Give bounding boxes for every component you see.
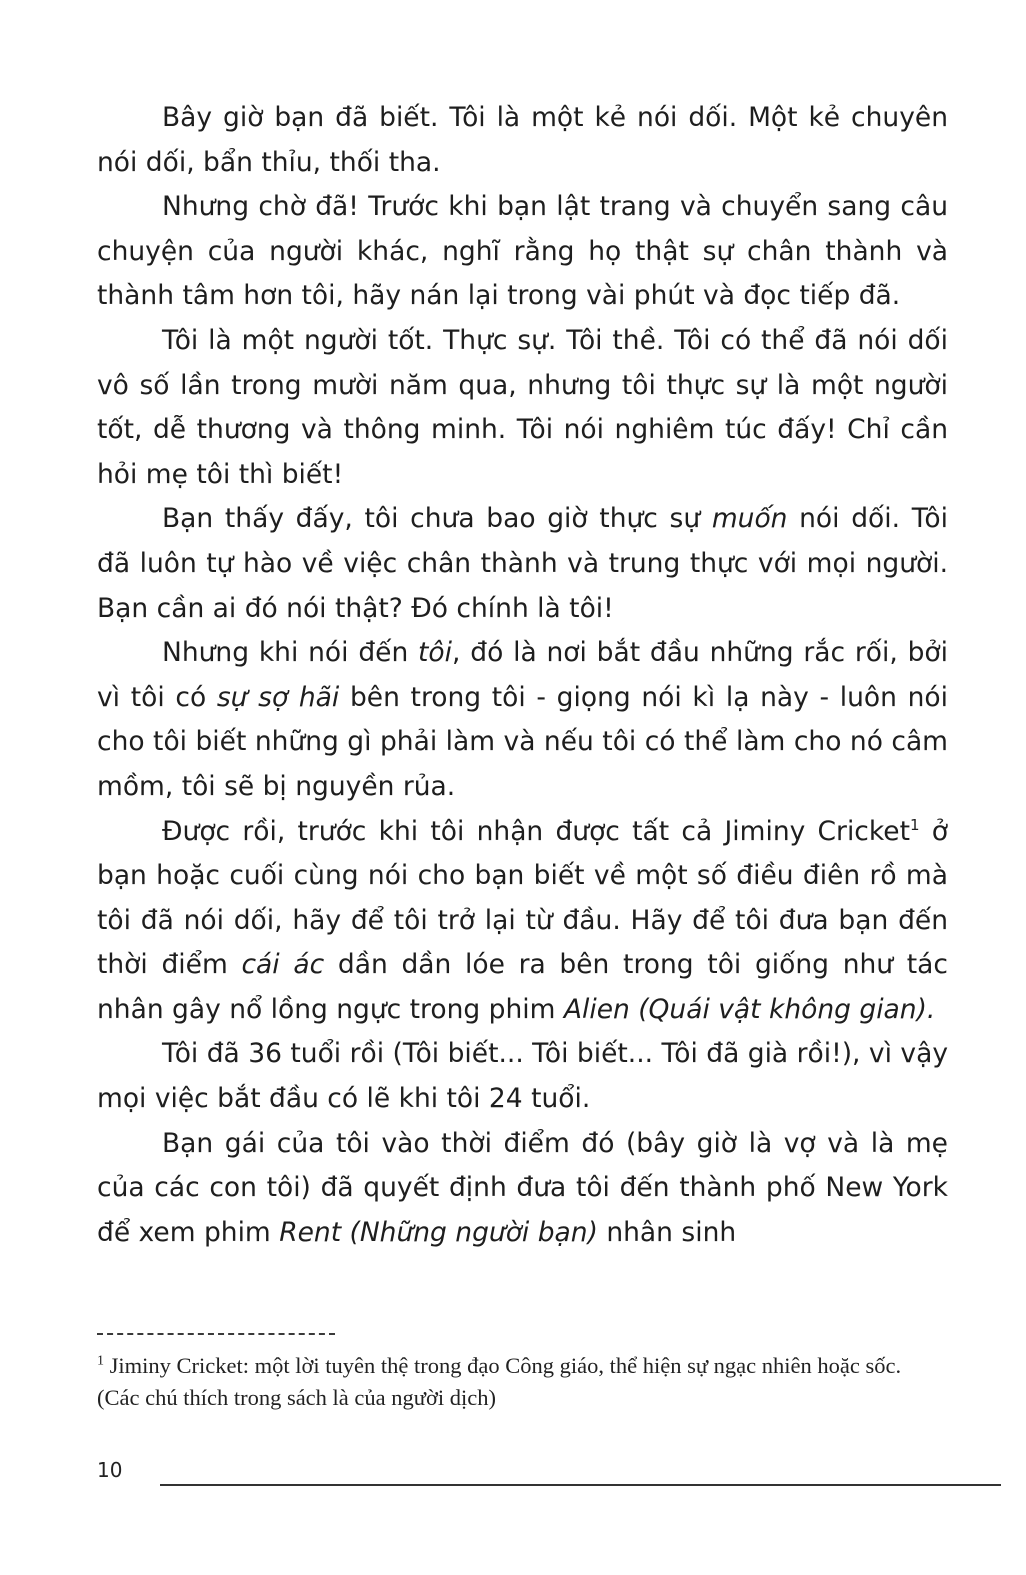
italic-text: tôi bbox=[418, 637, 453, 669]
page-number: 10 bbox=[97, 1458, 123, 1482]
paragraph bbox=[97, 810, 948, 1033]
text-run: Bây giờ bạn đã biết. Tôi là một kẻ nói dối. Một kẻ chuyên nói dối, bẩn thỉu, thối tha. bbox=[97, 102, 948, 178]
text-run: Bạn thấy đấy, tôi chưa bao giờ thực sự bbox=[162, 503, 712, 535]
paragraph bbox=[97, 319, 948, 497]
text-run: bên trong tôi - giọng nói kì lạ này - luôn nói cho tôi biết những gì phải làm và nếu tôi có thể làm cho nó câm mồm, tôi sẽ bị nguyền rủa. bbox=[97, 681, 948, 802]
footnote bbox=[97, 1350, 948, 1414]
text-run: Nhưng khi nói đến bbox=[162, 637, 419, 669]
text-run: ở bạn hoặc cuối cùng nói cho bạn biết về một số điều điên rồ mà tôi đã nói dối, hãy để tôi trở lại từ đầu. Hãy để tôi đưa bạn đến thời điểm bbox=[97, 815, 948, 981]
italic-text: muốn bbox=[711, 503, 788, 535]
text-run: nhân sinh bbox=[597, 1216, 737, 1248]
text-run: Tôi là một người tốt. Thực sự. Tôi thề. Tôi có thể đã nói dối vô số lần trong mười năm qua, nhưng tôi thực sự là một người tốt, dễ thương và thông minh. Tôi nói nghiêm túc đấy! Chỉ cần hỏi mẹ tôi thì biết! bbox=[97, 324, 948, 490]
italic-text: cái ác bbox=[241, 949, 325, 981]
paragraph bbox=[97, 185, 948, 319]
paragraph bbox=[97, 497, 948, 631]
text-run: nói dối. Tôi đã luôn tự hào về việc chân thành và trung thực với mọi người. Bạn cần ai đó nói thật? Đó chính là tôi! bbox=[97, 503, 948, 624]
text-run: , đó là nơi bắt đầu những rắc rối, bởi vì tôi có bbox=[97, 637, 948, 713]
footnote-separator bbox=[97, 1333, 335, 1335]
paragraph bbox=[97, 96, 948, 185]
text-run: Bạn gái của tôi vào thời điểm đó (bây giờ là vợ và là mẹ của các con tôi) đã quyết định đưa tôi đến thành phố New York để xem phim bbox=[97, 1127, 948, 1248]
footnote-text: Jiminy Cricket: một lời tuyên thệ trong đạo Công giáo, thể hiện sự ngạc nhiên hoặc sốc. (Các chú thích trong sách là của người dịch) bbox=[97, 1353, 902, 1410]
italic-text: Rent (Những người bạn) bbox=[279, 1216, 598, 1248]
italic-text: Alien (Quái vật không gian). bbox=[563, 993, 936, 1025]
paragraph bbox=[97, 631, 948, 809]
paragraph bbox=[97, 1122, 948, 1256]
body-text bbox=[97, 96, 948, 1255]
text-run: Nhưng chờ đã! Trước khi bạn lật trang và chuyển sang câu chuyện của người khác, nghĩ rằng họ thật sự chân thành và thành tâm hơn tôi, hãy nán lại trong vài phút và đọc tiếp đã. bbox=[97, 191, 948, 312]
text-run: Được rồi, trước khi tôi nhận được tất cả Jiminy Cricket bbox=[162, 815, 910, 847]
footnote-mark: 1 bbox=[97, 1353, 104, 1369]
text-run: dần dần lóe ra bên trong tôi giống như tác nhân gây nổ lồng ngực trong phim bbox=[97, 949, 948, 1025]
text-run: Tôi đã 36 tuổi rồi (Tôi biết... Tôi biết... Tôi đã già rồi!), vì vậy mọi việc bắt đầu có lẽ khi tôi 24 tuổi. bbox=[97, 1038, 948, 1115]
footer-rule bbox=[160, 1484, 1001, 1486]
paragraph bbox=[97, 1032, 948, 1121]
footnote-reference: 1 bbox=[909, 815, 920, 834]
italic-text: sự sợ hãi bbox=[216, 681, 340, 713]
